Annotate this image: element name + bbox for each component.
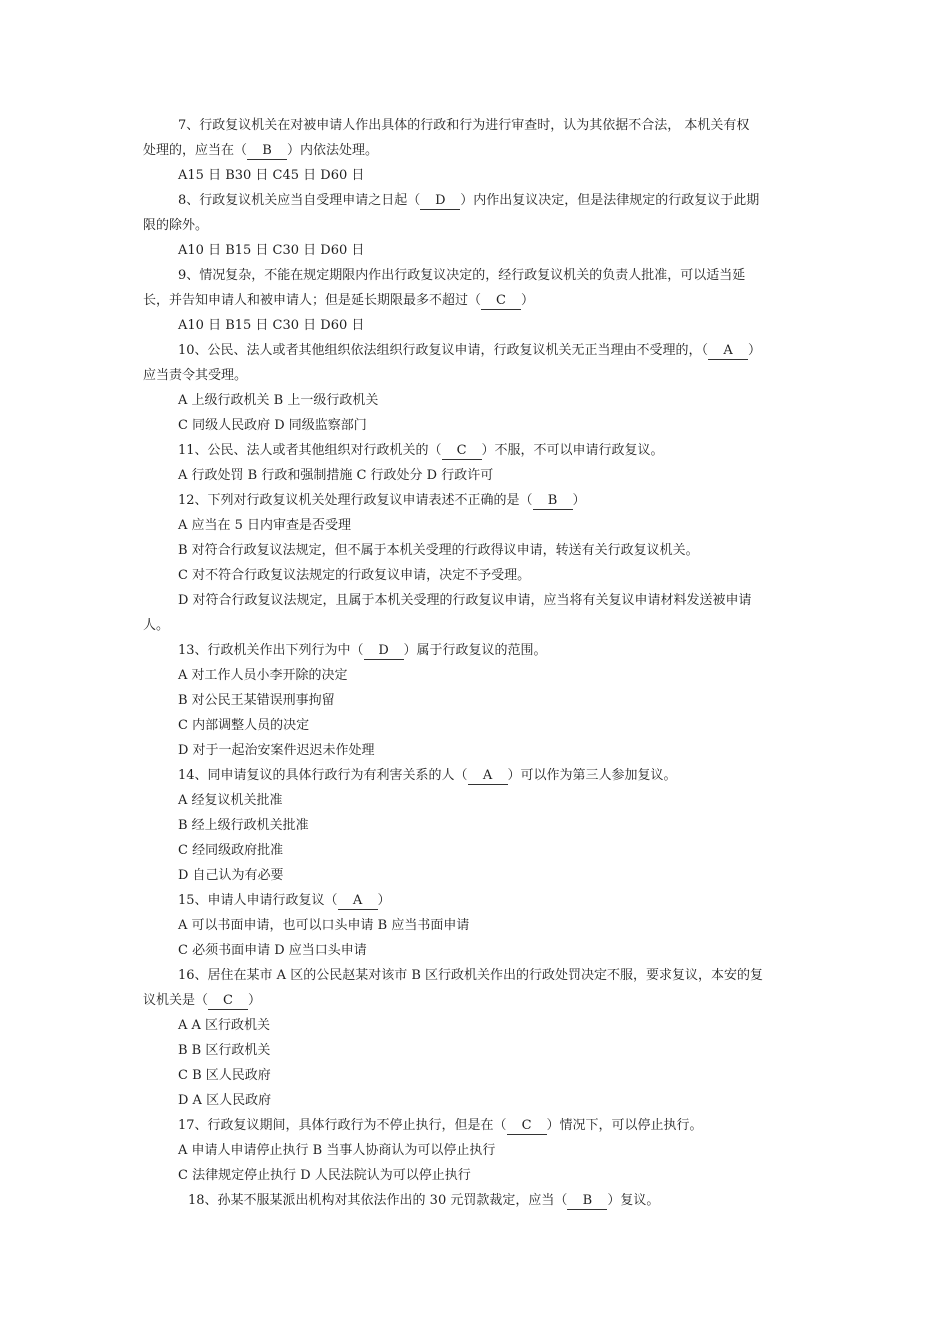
question-10-text: 10、公民、法人或者其他组织依法组织行政复议申请，行政复议机关无正当理由不受理的，（ A ） <box>178 343 762 358</box>
answer-blank-q18: B <box>567 1193 607 1210</box>
question-12-text: 12、下列对行政复议机关处理行政复议申请表述不正确的是（ B ） <box>178 493 586 508</box>
answer-blank-q11: C <box>442 443 482 460</box>
question-16-option-a: A A 区行政机关 <box>178 1018 271 1033</box>
question-15-options-1: A 可以书面申请，也可以口头申请 B 应当书面申请 <box>178 918 470 933</box>
question-11-options: A 行政处罚 B 行政和强制措施 C 行政处分 D 行政许可 <box>178 468 494 483</box>
question-10-options-1: A 上级行政机关 B 上一级行政机关 <box>178 393 379 408</box>
answer-blank-q7: B <box>247 143 287 160</box>
question-10-text-cont: 应当责令其受理。 <box>143 368 248 383</box>
question-16-text: 16、居住在某市 A 区的公民赵某对该市 B 区行政机关作出的行政处罚决定不服，要求复议，本安的复 <box>178 968 764 983</box>
question-14-text: 14、同申请复议的具体行政行为有利害关系的人（ A ）可以作为第三人参加复议。 <box>178 768 677 783</box>
question-13-option-d: D 对于一起治安案件迟迟未作处理 <box>178 743 375 758</box>
question-12-option-d-cont: 人。 <box>143 618 170 633</box>
question-12-option-a: A 应当在 5 日内审查是否受理 <box>178 518 352 533</box>
question-8-text-cont: 限的除外。 <box>143 218 209 233</box>
question-12-option-b: B 对符合行政复议法规定，但不属于本机关受理的行政得议申请，转送有关行政复议机关。 <box>178 543 699 558</box>
question-17-text: 17、行政复议期间，具体行政行为不停止执行，但是在（ C ）情况下，可以停止执行。 <box>178 1118 703 1133</box>
question-13-option-b: B 对公民王某错误刑事拘留 <box>178 693 335 708</box>
question-14-option-a: A 经复议机关批准 <box>178 793 283 808</box>
answer-blank-q16: C <box>208 993 248 1010</box>
question-9-text-cont: 长，并告知申请人和被申请人；但是延长期限最多不超过（ C ） <box>143 293 535 308</box>
question-12-option-d: D 对符合行政复议法规定，且属于本机关受理的行政复议申请，应当将有关复议申请材料发送被申请 <box>178 593 752 608</box>
question-16-option-b: B B 区行政机关 <box>178 1043 271 1058</box>
answer-blank-q9: C <box>481 293 521 310</box>
answer-blank-q17: C <box>507 1118 547 1135</box>
question-14-option-c: C 经同级政府批准 <box>178 843 284 858</box>
answer-blank-q8: D <box>420 193 460 210</box>
question-13-option-a: A 对工作人员小李开除的决定 <box>178 668 348 683</box>
question-16-option-c: C B 区人民政府 <box>178 1068 271 1083</box>
answer-blank-q12: B <box>533 493 573 510</box>
question-16-option-d: D A 区人民政府 <box>178 1093 272 1108</box>
answer-blank-q14: A <box>468 768 508 785</box>
answer-blank-q15: A <box>338 893 378 910</box>
question-8-text: 8、行政复议机关应当自受理申请之日起（ D ）内作出复议决定，但是法律规定的行政复议于此期 <box>178 193 760 208</box>
question-7-options: A15 日 B30 日 C45 日 D60 日 <box>178 168 365 183</box>
question-9-options: A10 日 B15 日 C30 日 D60 日 <box>178 318 365 333</box>
question-13-text: 13、行政机关作出下列行为中（ D ）属于行政复议的范围。 <box>178 643 547 658</box>
question-13-option-c: C 内部调整人员的决定 <box>178 718 310 733</box>
question-18-text: 18、孙某不服某派出机构对其依法作出的 30 元罚款裁定，应当（ B ）复议。 <box>188 1193 660 1208</box>
answer-blank-q13: D <box>364 643 404 660</box>
question-12-option-c: C 对不符合行政复议法规定的行政复议申请，决定不予受理。 <box>178 568 531 583</box>
question-17-options-2: C 法律规定停止执行 D 人民法院认为可以停止执行 <box>178 1168 471 1183</box>
question-15-options-2: C 必须书面申请 D 应当口头申请 <box>178 943 367 958</box>
question-10-options-2: C 同级人民政府 D 同级监察部门 <box>178 418 367 433</box>
question-17-options-1: A 申请人申请停止执行 B 当事人协商认为可以停止执行 <box>178 1143 496 1158</box>
question-7-text-cont: 处理的，应当在（ B ）内依法处理。 <box>143 143 379 158</box>
question-7-text: 7、行政复议机关在对被申请人作出具体的行政和行为进行审查时，认为其依据不合法， 本机关有权 <box>178 118 750 133</box>
question-11-text: 11、公民、法人或者其他组织对行政机关的（ C ）不服，不可以申请行政复议。 <box>178 443 664 458</box>
question-8-options: A10 日 B15 日 C30 日 D60 日 <box>178 243 365 258</box>
question-15-text: 15、申请人申请行政复议（ A ） <box>178 893 391 908</box>
question-14-option-b: B 经上级行政机关批准 <box>178 818 309 833</box>
question-16-text-cont: 议机关是（ C ） <box>143 993 262 1008</box>
question-14-option-d: D 自己认为有必要 <box>178 868 284 883</box>
answer-blank-q10: A <box>708 343 748 360</box>
question-9-text: 9、情况复杂，不能在规定期限内作出行政复议决定的，经行政复议机关的负责人批准，可以适当延 <box>178 268 746 283</box>
